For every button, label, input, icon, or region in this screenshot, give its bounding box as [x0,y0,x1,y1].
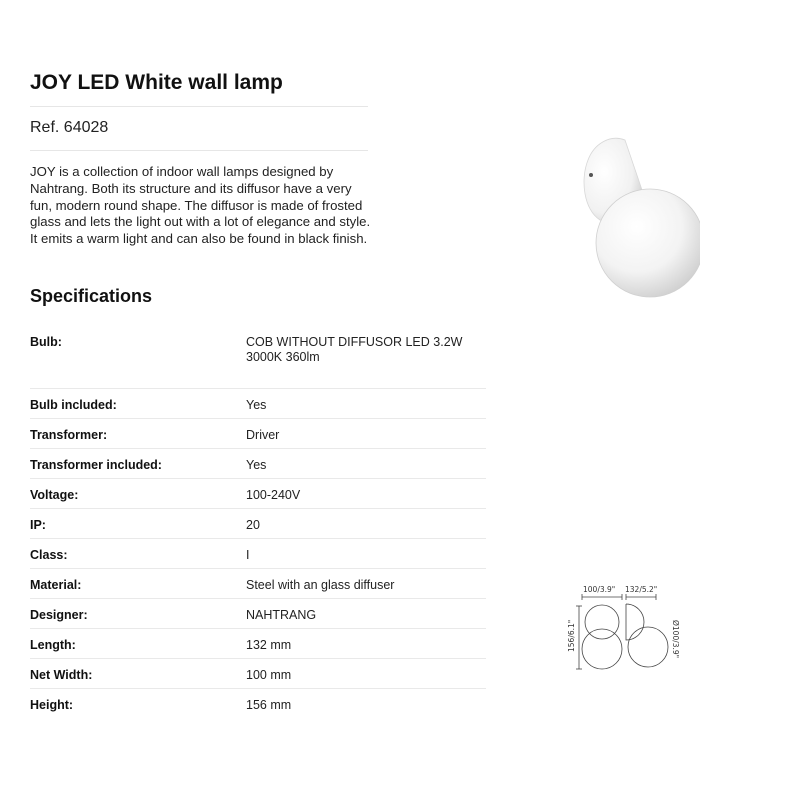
spec-row-transformer [30,418,486,448]
spec-label: Bulb: [30,326,246,388]
spec-row-voltage [30,478,486,508]
product-reference: Ref. 64028 [30,119,109,136]
spec-row-class [30,538,486,568]
spec-value: 100-240V [246,478,486,508]
screw-dot [589,173,593,177]
specifications-heading: Specifications [30,286,153,306]
spec-row-ip [30,508,486,538]
title-divider [30,106,368,107]
height-label: 156/6.1" [567,619,576,652]
spec-value: 156 mm [246,697,292,712]
side-globe [628,627,668,667]
spec-label: Class: [30,538,246,568]
spec-value: I [246,538,486,568]
spec-value: Steel with an glass diffuser [246,568,486,598]
spec-label: Material: [30,568,246,598]
spec-value: Yes [246,448,486,478]
product-photo [570,120,700,310]
glass-globe [596,189,700,297]
front-bottom-circle [582,629,622,669]
side-plate [626,604,644,640]
spec-row-net-width [30,658,486,688]
spec-label: Voltage: [30,478,246,508]
spec-label: Transformer: [30,418,246,448]
spec-row-transformer-included [30,448,486,478]
product-description: JOY is a collection of indoor wall lamps designed by Nahtrang. Both its structure and its diffusor have a very fun, modern round shape. The diffusor is made of frosted glass and lets the light out with a lot of elegance and style. It emits a warm light and can also be found in black finish. [30,164,371,247]
spec-value: COB WITHOUT DIFFUSOR LED 3.2W 3000K 360lm [246,326,486,388]
spec-label: Length: [30,628,246,658]
diameter-label: Ø100/3.9" [671,620,680,659]
spec-row-bulb [30,326,486,388]
spec-label: Net Width: [30,658,246,688]
spec-value: Yes [246,388,486,418]
spec-value: 132 mm [246,628,486,658]
spec-row-length [30,628,486,658]
spec-label: Transformer included: [30,448,246,478]
spec-row-designer [30,598,486,628]
spec-value: 100 mm [246,658,486,688]
specifications-table [30,326,486,718]
spec-label: IP: [30,508,246,538]
spec-label: Designer: [30,598,246,628]
reference-divider [30,150,368,151]
width-label: 100/3.9" [583,585,616,594]
spec-row-height [30,688,486,718]
spec-value: 20 [246,508,486,538]
spec-row-bulb-included [30,388,486,418]
depth-label: 132/5.2" [625,585,658,594]
spec-value: Driver [246,418,486,448]
spec-label: Bulb included: [30,388,246,418]
spec-label: Height: [30,697,74,712]
front-top-circle [585,605,619,639]
spec-row-material [30,568,486,598]
product-title: JOY LED White wall lamp [30,71,283,94]
dimension-drawing [560,580,700,680]
spec-value: NAHTRANG [246,598,486,628]
